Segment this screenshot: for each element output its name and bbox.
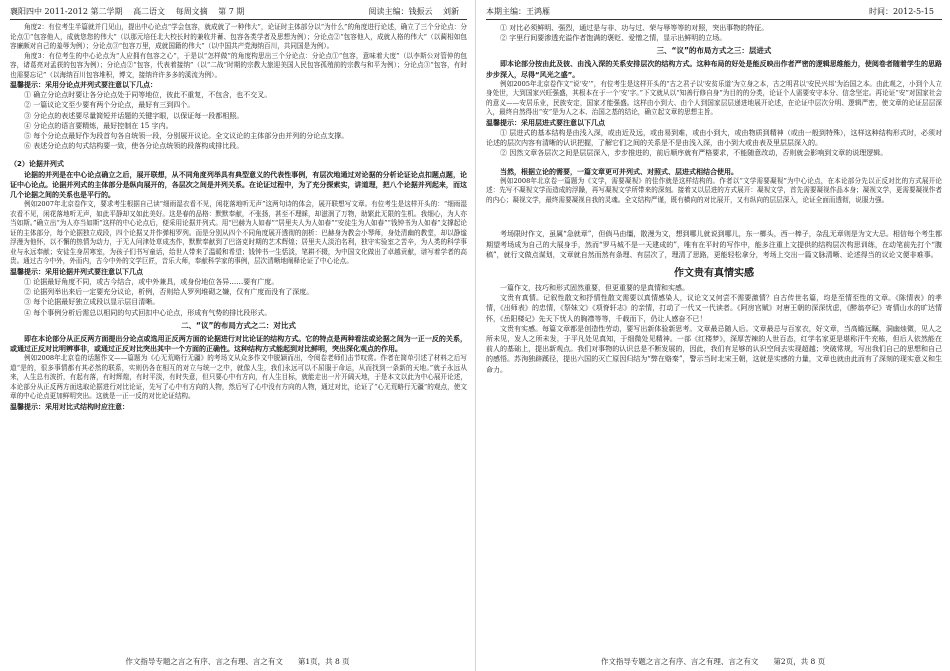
- text-paragraph: ② 一篇议论文至少要有两个分论点，最好有三到四个。: [24, 101, 195, 110]
- text-paragraph: ③ 每个论据最好独立成段以显示层目清晰。: [24, 298, 160, 307]
- text-paragraph: 例如2008年北京卷的话题作文——篇题为《心无荒略行无疆》的考场文从众多作文中脱颖而出，令阅卷老师们击节叹赏。作者在简单引述了材料之后写道“是的，很多事情都有其必然的联系，实则仍各在相互的对立与统一之中，就像人生，我们永远可以不屈服于命运，从而找到一条新的天地。”就子永远从来，人生总有波折，有起有落，有时辉煌，有时平淡，有时失意，但只要心中有方向，有人生目标，就能走出一片开阔天地，于是本文以此为中心展开论述，本论部分从正反两方面选取论据进行对比论证，先写了心中有方向的人物，然后写了心中没有方向的人物，通过对比，论证了“心无荒略行无疆”的观点，使文章的中心论点更加鲜明突出。这就是一正一反的对比论证结构。: [10, 354, 467, 401]
- text-paragraph: ① 论据最好角度不同，或古今结合，或中外兼具，或身份地位各异……要有广度。: [24, 277, 279, 286]
- text-paragraph: ③ 分论点的表述要尽量简短并话题的关键字眼，以保证每一段都相照。: [24, 111, 244, 120]
- text-paragraph: 文贵有真情。记叙性散文和抒情性散文需要以真情感染人，议论文又何尝不需要激情？自古传世名篇，均是至情至性的文章。《陈情表》的孝情，《出师表》的忠情，《祭妹文》《项脊轩志》的亲情，打动了一代又一代读者。《阿房宫赋》对唐王朝的深深忧虑，《醉翁亭记》寄情山水的旷达情怀，《岳阳楼记》先天下忧人的胸襟等等，千载而下，仍让人感奋不已！: [486, 294, 942, 323]
- article-title: 作文贵有真情实感: [674, 267, 754, 279]
- left-column-body: [10, 23, 467, 412]
- page-header-right: [486, 6, 942, 20]
- header-editor-right: 本期主编：王鸿雁: [486, 7, 550, 16]
- text-paragraph: ④ 分论点的语言要精炼，最好控制在 15 字内。: [24, 121, 173, 130]
- text-paragraph: 一篇作文，技巧和形式固然重要，但更重要的是真情和实感。: [500, 283, 689, 292]
- text-paragraph: 例如2008年北京卷一篇题为《文学，需要凝视》的佳作就是这样结构的。作者以“文学需要凝视”为中心论点，在本论部分先以正反对比的方式展开论述：先写不凝视文学而造成的浮躁，再写凝视文学所带来的深刻。接着又以层进的方式展开：凝视文学，首先需要凝视作品本身；凝视文学，更需要凝视作者的内心；凝视文学，最终需要凝视自我的灵魂。全文结构严谨，既有横向的对比展开，又有纵向的层层深入，论证全面而透彻，说服力强。: [486, 176, 942, 204]
- header-issue: 第 7 期: [218, 7, 245, 16]
- text-paragraph: ⑥ 表述分论点的句式结构要一致，使各分论点统领的段落构成排比段。: [24, 142, 244, 151]
- section-heading: 二、“议”的布局方式之二：对比式: [181, 320, 296, 330]
- text-paragraph: 例如2005年北京卷作文“说‘安’”，有位考生是这样开头的“古之君子以‘安贫乐道’为立身之本，古之明君以‘安民兴邦’为治国之本。由此观之，小到个人立身处世，大到国家兴旺强盛，其根本在于一个‘安’字。”下文就从以“知善行修自身”为目的的分类，论证个人需要安守本分、信念坚定。再论证“安”对国家社会的意义——安居乐业，民族安定，国家才能强盛。这样由小到大、由个人到国家层层递进地展开论述，在论证中层次分明、逻辑严密，使文章的论证层层深入，最终自然得出“安”是为人之本、治国之基的结论，确立起文章的思想主旨。: [486, 79, 942, 117]
- text-paragraph: （2）论据并列式: [10, 160, 64, 169]
- text-paragraph: 温馨提示：采用分论点并列式要注意以下几点：: [10, 81, 157, 89]
- text-paragraph: ② 因然文章各层次之间是层层深入，步步推进的，前后顺序就有严格要求，不能随意改动，否则就会影响到文章的说理逻辑。: [500, 149, 888, 158]
- header-weekly: 每周文摘: [175, 7, 208, 16]
- text-paragraph: ① 对比必须鲜明、强烈，通过是与非、功与过、荣与辱等等的对照，突出事物的特征。: [500, 24, 769, 32]
- text-paragraph: 即本论部分按由此及彼、由浅入深的关系安排层次的结构方式。这种布局的好处是能反映出作者严密的逻辑思维能力，使阅卷者随着学生的思路步步深入，尽得“风光之盛”。: [486, 60, 942, 79]
- page-footer-left: 作文指导专题之言之有序、言之有理、言之有文 第1页，共 8 页: [125, 657, 350, 666]
- spacer: [10, 151, 467, 159]
- header-time: 时间：2012-5-15: [868, 7, 934, 16]
- text-paragraph: ② 论据列举出来后一定要充分议论，析例，否则给人罗列堆砌之嫌，仅有广度而没有了深度。: [24, 288, 314, 297]
- section-heading: 三、“议”的布局方式之三：层进式: [656, 46, 772, 56]
- text-paragraph: 温馨提示：采用论据并列式要注意以下几点: [10, 267, 143, 276]
- text-paragraph: ① 层进式的基本结构是由浅入深，或由近及远，或由易到难，或由小到大，或由物质到精神（或由一般到特殊），这样这种结构形式时，必须对论述的层次内容有清晰的认识把握，了解它们之间的关系是不是由浅入深，由小到大或由表及里层层深入的。: [486, 129, 942, 148]
- header-reviewer: 阅读主编：钱振云: [368, 7, 433, 16]
- text-paragraph: 例如2007年北京卷作文，要求考生根据自己读“细雨湿衣看不见，闲花落地听无声”这两句诗的体会，展开联想写文章。有位考生是这样开头的：“细雨湿衣看不见，闲花落地听无声，如此平静却又如此美好。这是春的品格：默默奉献，不张扬，甚至不理睬，却滋润了万物，助繁此无限的生机。我细心，为人亦当如斯。”确立出“为人亦当如斯”这样的中心论点后，便采用论据并列式。用“巴赫为人如春”“居里夫人为人如春”“安徒生为人如春”“钱钟书为人如春”支撑起论证的主体部分，每个论据独立成段，四个论据又并作弹相罗列。而是分别从四个不同角度展开透彻的剖析：巴赫身为教会小琴师，身处清幽的教堂，却以静谧浮漫为他怀，以不懈的热情为动力，于无人问津处草成杰作，默默奉献到了巴洛克时期的艺术辉煌；居里夫人淡泊名利，独守实验室之苦辛，为人类的科学事业与永远奉献；安徒生身居寒室，为孩子们书写童话，给世人带来了温暖和希望；钱钟书一生恬淡，笔耕不辍，为中国文化做出了卓越贡献，谱写着学者的高贵。通过古今中外，外而内，古今中外的文学巨匠，音乐大师，奉献科学家的事例，层次清晰地阐释论证了中心论点。: [10, 200, 467, 266]
- text-paragraph: 考场限时作文，虽属“急就章”，但倘马由缰，散漫为文，想到哪儿就说到哪儿，东一榔头，西一棒子，杂乱无章则是为文大忌。相信每个考生都期望考场成为自己的大展身手，然而“罗马城不是一天建成的”，唯有在平时的写作中，能多注重上文提供的结构层次构思训练，在动笔前先打个“腹稿”，就行文做点谋划，文章就自然而然有条理、有层次了，理清了思路，更能轻松拿分，考场上交出一篇文脉清晰、论述得当的议论文便非难事。: [486, 230, 942, 259]
- text-paragraph: 即在本论部分从正反两方面提出分论点或选用正反两方面的论据进行对比论证的结构方式。它的特点是两种看法或论据之间为一正一反的关系，或通过正反对比明辨事非，或通过正反对比突出其中一个方面的正确性。这种结构方式能起到对比鲜明，突出深化观点的作用。: [10, 334, 467, 353]
- text-paragraph: 温馨提示：采用对比式结构时应注意：: [10, 402, 129, 411]
- header-left-group: [10, 6, 252, 18]
- spacer: [486, 159, 942, 167]
- text-paragraph: ① 确立分论点时要让各分论点处于同等地位，彼此不重复，不包含，也不交叉。: [24, 91, 272, 100]
- header-school: 襄阳四中 2011-2012 第二学期: [10, 7, 123, 16]
- text-paragraph: ⑤ 每个分论点最好作为段首句各自统领一段，分别展开议论。全文议论的主体部分由并列的分论点支撑。: [24, 132, 349, 141]
- text-paragraph: 论据的并列是在中心论点确立之后，展开联想，从不同角度列举具有典型意义的代表性事例，有层次地通过对论据的分析论证论点扣题点题，论证中心论点。论据并列式的主体部分是纵向展开的，各层次之间是并列关系。在论证过程中，为了充分探索实，讲道理，把八个论据并列起来，而这几个论据之间的关系也是平行的。: [10, 170, 467, 200]
- header-editor: 刘新: [443, 7, 459, 16]
- page-footer-right: 作文指导专题之言之有序、言之有理、言之有文 第2页，共 8 页: [600, 657, 826, 666]
- text-paragraph: ④ 每个事例分析后需总以相同的句式回扣中心论点，形成有气势的排比段形式。: [24, 308, 272, 317]
- header-grade: 高二语文: [133, 7, 166, 16]
- page-header-left: [10, 6, 467, 20]
- page-right: [475, 0, 950, 671]
- right-column-body: [486, 23, 942, 375]
- text-paragraph: 角度3：有位考生的中心论点为“人应拥有包容之心”，于是以“怎样做”的角度构思出三个分论点：分论点①“包容，意味着大度”（以李斯公对管仲的包容，诸葛亮对孟获的包容为例）；分论点②“包容，代表着接纳”（以“二战”时期的宗教大旅迎美国人民包容孤殖前的宗教与和平为例）；分论点③“包容，有时也需要忘记”（以海纳百川包容堆积，博文，接纳许许多多的溪流为例）。: [10, 51, 467, 79]
- text-paragraph: 当然，根据立论的需要，一篇文章更可并列式、对照式、层进式相结合使用。: [500, 167, 738, 176]
- spacer: [486, 205, 942, 229]
- header-right-group: [368, 6, 467, 18]
- text-paragraph: 角度2：有位考生半篇就并门见山，提出中心论点“学会包容，就成就了一种伟大”，论证时主体部分以“为什么”的角度进行论述，确立了三个分论点：分论点①“包容他人，成就您您的伟大”（以那元培任北大校长时的兼收并蓄、包容各类学者及思想为例）；分论点②“包容他人，成就人格的伟大”（以蔺相如包容廉颇对自己的羞辱为例）；分论点③“包容万里，成就国籍的伟大”（以中国共产党海纳百川，共同国是为例）。: [10, 23, 467, 50]
- text-paragraph: ② 字里行间要渗透充溢作者饱满的褒贬、爱憎之情，显示出鲜明的立场。: [500, 34, 727, 43]
- text-paragraph: 文贵有实感。每篇文章都是创造性劳动，要写出新体验新思考。文章最忌随人后。文章最忌与百家衣，好文章，当高瞻远瞩，洞幽烛微，见人之所未见，发人之所未发，于平凡处见真知，于细微处见精神。一部《红楼梦》，深厚苦辣的人世百态，红学名家更是堪称汗牛充栋，但后人依然能在前人的基础上，提出新观点。我们对事物的认识总是不断发展的，因此，我们有足够的认识空间去实现超越；突破常规，写出我们自己的思想和自己的感悟。苏洵独辟蹊径，提出六国的灭亡原因归结为“弊在赂秦”，警示当时北宋王朝，这就是实感的力量，文章也就由此而有了深刻的现实意义和生命力。: [486, 324, 942, 374]
- text-paragraph: 温馨提示：采用层进式要注意以下几点: [486, 118, 605, 127]
